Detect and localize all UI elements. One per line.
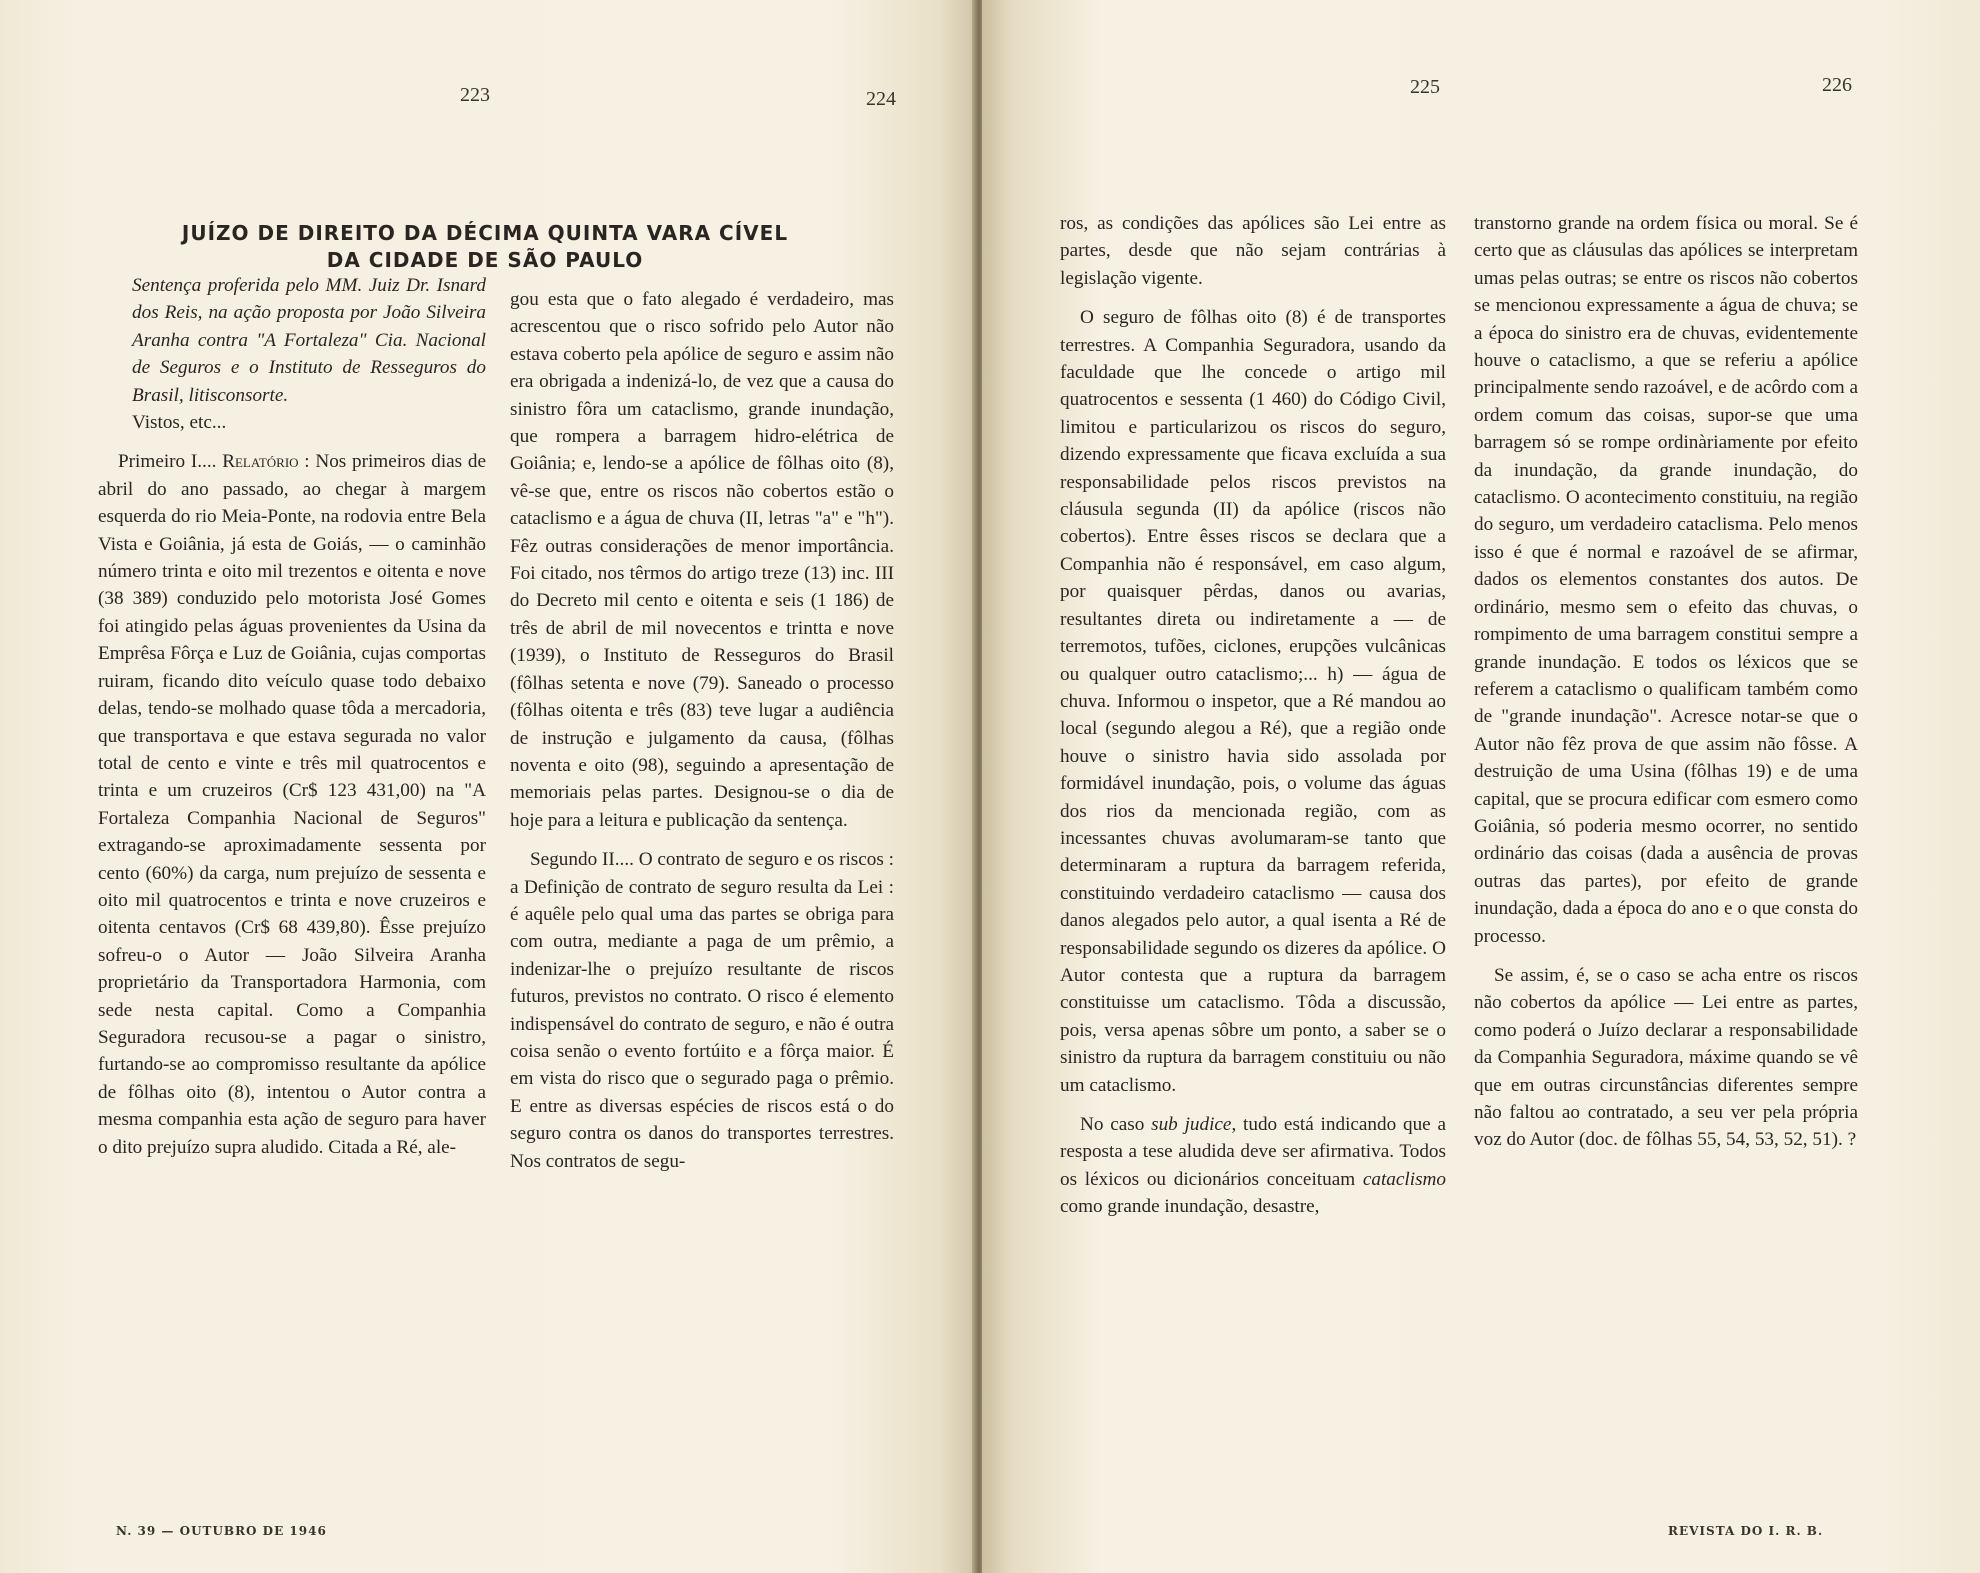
- paragraph-text: : Nos primeiros dias de abril do ano passado, ao chegar à margem esquerda do rio Meia-Ponte, na rodovia entre Bela Vista e Goiânia, já esta de Goiás, — o caminhão número trinta e oito mil trezentos e oitenta e nove (38 389) conduzido pelo motorista José Gomes foi atingido pelas águas provenientes da Usina da Emprêsa Fôrça e Luz de Goiânia, cujas comportas ruiram, ficando dito veículo quase todo debaixo delas, tendo-se molhado quase tôda a mercadoria, que transportava e que estava segurada no valor total de cento e vinte e três mil quatrocentos e trinta e um cruzeiros (Cr$ 123 431,00) na "A Fortaleza Companhia Nacional de Seguros" extragando-se aproximadamente sessenta por cento (60%) da carga, num prejuízo de sessenta e oito mil quatrocentos e trinta e nove cruzeiros e oitenta centavos (Cr$ 68 439,80). Êsse prejuízo sofreu-o o Autor — João Silveira Aranha proprietário da Transportadora Harmonia, com sede nesta capital. Como a Companhia Seguradora recusou-se a pagar o sinistro, furtando-se ao compromisso resultante da apólice de fôlhas oito (8), intentou o Autor contra a mesma companhia esta ação de seguro para haver o dito prejuízo supra aludido. Citada a Ré, ale-: [98, 451, 486, 1158]
- page-number-226: 226: [1822, 74, 1852, 96]
- right-page: [982, 0, 1980, 1573]
- page-number-224: 224: [866, 88, 896, 110]
- paragraph-continuation: gou esta que o fato alegado é verdadeiro, mas acrescentou que o risco sofrido pelo Autor não estava coberto pela apólice de seguro e assim não era obrigada a indenizá-lo, de vez que a causa do sinistro fôra um cataclismo, grande inundação, que rompera a barragem hidro-elétrica de Goiânia; e, lendo-se a apólice de fôlhas oito (8), vê-se que, entre os riscos não cobertos estão o cataclismo e a água de chuva (II, letras "a" e "h"). Fêz outras considerações de menor importância. Foi citado, nos têrmos do artigo treze (13) inc. III do Decreto mil cento e oitenta e seis (1 186) de três de abril de mil novecentos e trintta e nove (1939), o Instituto de Resseguros do Brasil (fôlhas setenta e nove (79). Saneado o processo (fôlhas oitenta e três (83) teve lugar a audiência de instrução e julgamento da causa, (fôlhas noventa e oito (98), seguindo a apresentação de memoriais pelas partes. Designou-se o dia de hoje para a leitura e publicação da sentença.: [510, 289, 894, 831]
- paragraph-continuation: ros, as condições das apólices são Lei entre as partes, desde que não sejam contrárias à legislação vigente.: [1060, 213, 1446, 289]
- vistos-line: Vistos, etc...: [132, 412, 227, 434]
- text-run: No caso: [1080, 1114, 1152, 1135]
- column-3: [1060, 210, 1446, 1221]
- paragraph-lead: Primeiro I....: [118, 451, 223, 473]
- title-line-1: JUÍZO DE DIREITO DA DÉCIMA QUINTA VARA CÍVEL: [181, 221, 789, 245]
- sentence-subtitle: Sentença proferida pelo MM. Juiz Dr. Isnard dos Reis, na ação proposta por João Silveira Aranha contra "A Fortaleza" Cia. Nacional de Seguros e o Instituto de Resseguros do Brasil, litisconsorte.: [132, 275, 486, 406]
- article-title: [170, 220, 800, 274]
- relatorio-label: Relatório: [222, 451, 299, 473]
- paragraph-seguro: O seguro de fôlhas oito (8) é de transportes terrestres. A Companhia Seguradora, usando da faculdade que lhe concede o artigo mil quatrocentos e sessenta (1 460) do Código Civil, limitou e particularizou os riscos do seguro, dizendo expressamente que ficava excluída a sua responsabilidade pelos riscos previstos na cláusula segunda (II) da apólice (riscos não cobertos). Entre êsses riscos se declara que a Companhia não é responsável, em caso algum, por quaisquer pêrdas, danos ou avarias, resultantes direta ou indiretamente a — de terremotos, tufões, ciclones, erupções vulcânicas ou qualquer outro cataclismo;... h) — água de chuva. Informou o inspetor, que a Ré mandou ao local (segundo alegou a Ré), que a região onde houve o sinistro havia sido assolada por formidável inundação, pois, o volume das águas dos rios da mencionada região, com as incessantes chuvas avolumaram-se tanto que determinaram a ruptura da barragem referida, constituindo verdadeiro cataclismo — causa dos danos alegados pelo autor, a qual isenta a Ré de responsabilidade segundo os dizeres da apólice. O Autor contesta que a ruptura da barragem constituisse um cataclismo. Tôda a discussão, pois, versa apenas sôbre um ponto, a saber se o sinistro da ruptura da barragem constituiu ou não um cataclismo.: [1060, 307, 1446, 1096]
- column-1: [98, 272, 486, 1161]
- paragraph-relatorio: [98, 448, 486, 1161]
- page-number-223: 223: [460, 84, 490, 106]
- italic-term: cataclismo: [1362, 1168, 1446, 1190]
- column-4: [1474, 210, 1858, 1154]
- paragraph-continuation: transtorno grande na ordem física ou moral. Se é certo que as cláusulas das apólices se interpretam umas pelas outras; se entre os riscos não cobertos se mencionou expressamente a água de chuva; se a época do sinistro era de chuvas, evidentemente houve o cataclismo, a que se referiu a apólice principalmente sendo razoável, e de acôrdo com a ordem comum das coisas, supor-se que uma barragem só se rompe ordinàriamente por efeito da inundação, da grande inundação, do cataclismo. O acontecimento constituiu, na região do seguro, um verdadeiro cataclisma. Pelo menos isso é que é normal e razoável de se afirmar, dados os elementos constantes dos autos. De ordinário, mesmo sem o efeito das chuvas, o rompimento de uma barragem constitui sempre a grande inundação. E todos os léxicos que se referem a cataclismo o qualificam também como de "grande inundação". Acresce notar-se que o Autor não fêz prova de que assim não fôsse. A destruição de uma Usina (fôlhas 19) e de uma capital, que se procura edificar com esmero como Goiânia, só poderia mesmo ocorrer, no sentido ordinário das coisas (dada a ausência de provas outras das partes), por efeito de grande inundação, dada a época do ano e o que consta do processo.: [1474, 213, 1858, 947]
- footer-journal: REVISTA DO I. R. B.: [1668, 1524, 1824, 1538]
- paragraph-se-assim: Se assim, é, se o caso se acha entre os riscos não cobertos da apólice — Lei entre as partes, como poderá o Juízo declarar a responsabilidade da Companhia Seguradora, máxime quando se vê que em outras circunstâncias diferentes sempre não faltou ao contratado, a seu ver pela própria voz do Autor (doc. de fôlhas 55, 54, 53, 52, 51). ?: [1474, 964, 1858, 1151]
- footer-issue: N. 39 — OUTUBRO DE 1946: [116, 1524, 327, 1538]
- column-2: [510, 286, 894, 1175]
- paragraph-segundo: Segundo II.... O contrato de seguro e os riscos : a Definição de contrato de seguro resulta da Lei : é aquêle pelo qual uma das partes se obriga para com outra, mediante a paga de um prêmio, a indenizar-lhe o prejuízo resultante de riscos futuros, previstos no contrato. O risco é elemento indispensável do contrato de seguro, e não é outra coisa senão o evento fortúito e a fôrça maior. É em vista do risco que o segurado paga o prêmio. E entre as diversas espécies de riscos está o do seguro contra os danos do transportes terrestres. Nos contratos de segu-: [510, 849, 894, 1172]
- text-run: , tudo está indicando que a resposta a tese aludida deve ser afirmativa. Todos os léxicos ou dicionários conceituam: [1060, 1114, 1447, 1190]
- italic-term: sub judice: [1151, 1114, 1232, 1135]
- paragraph-sub-judice: [1060, 1111, 1446, 1221]
- text-run: como grande inundação, desastre,: [1060, 1196, 1320, 1218]
- title-line-2: DA CIDADE DE SÃO PAULO: [326, 248, 644, 272]
- page-number-225: 225: [1410, 76, 1440, 98]
- left-page: [0, 0, 978, 1573]
